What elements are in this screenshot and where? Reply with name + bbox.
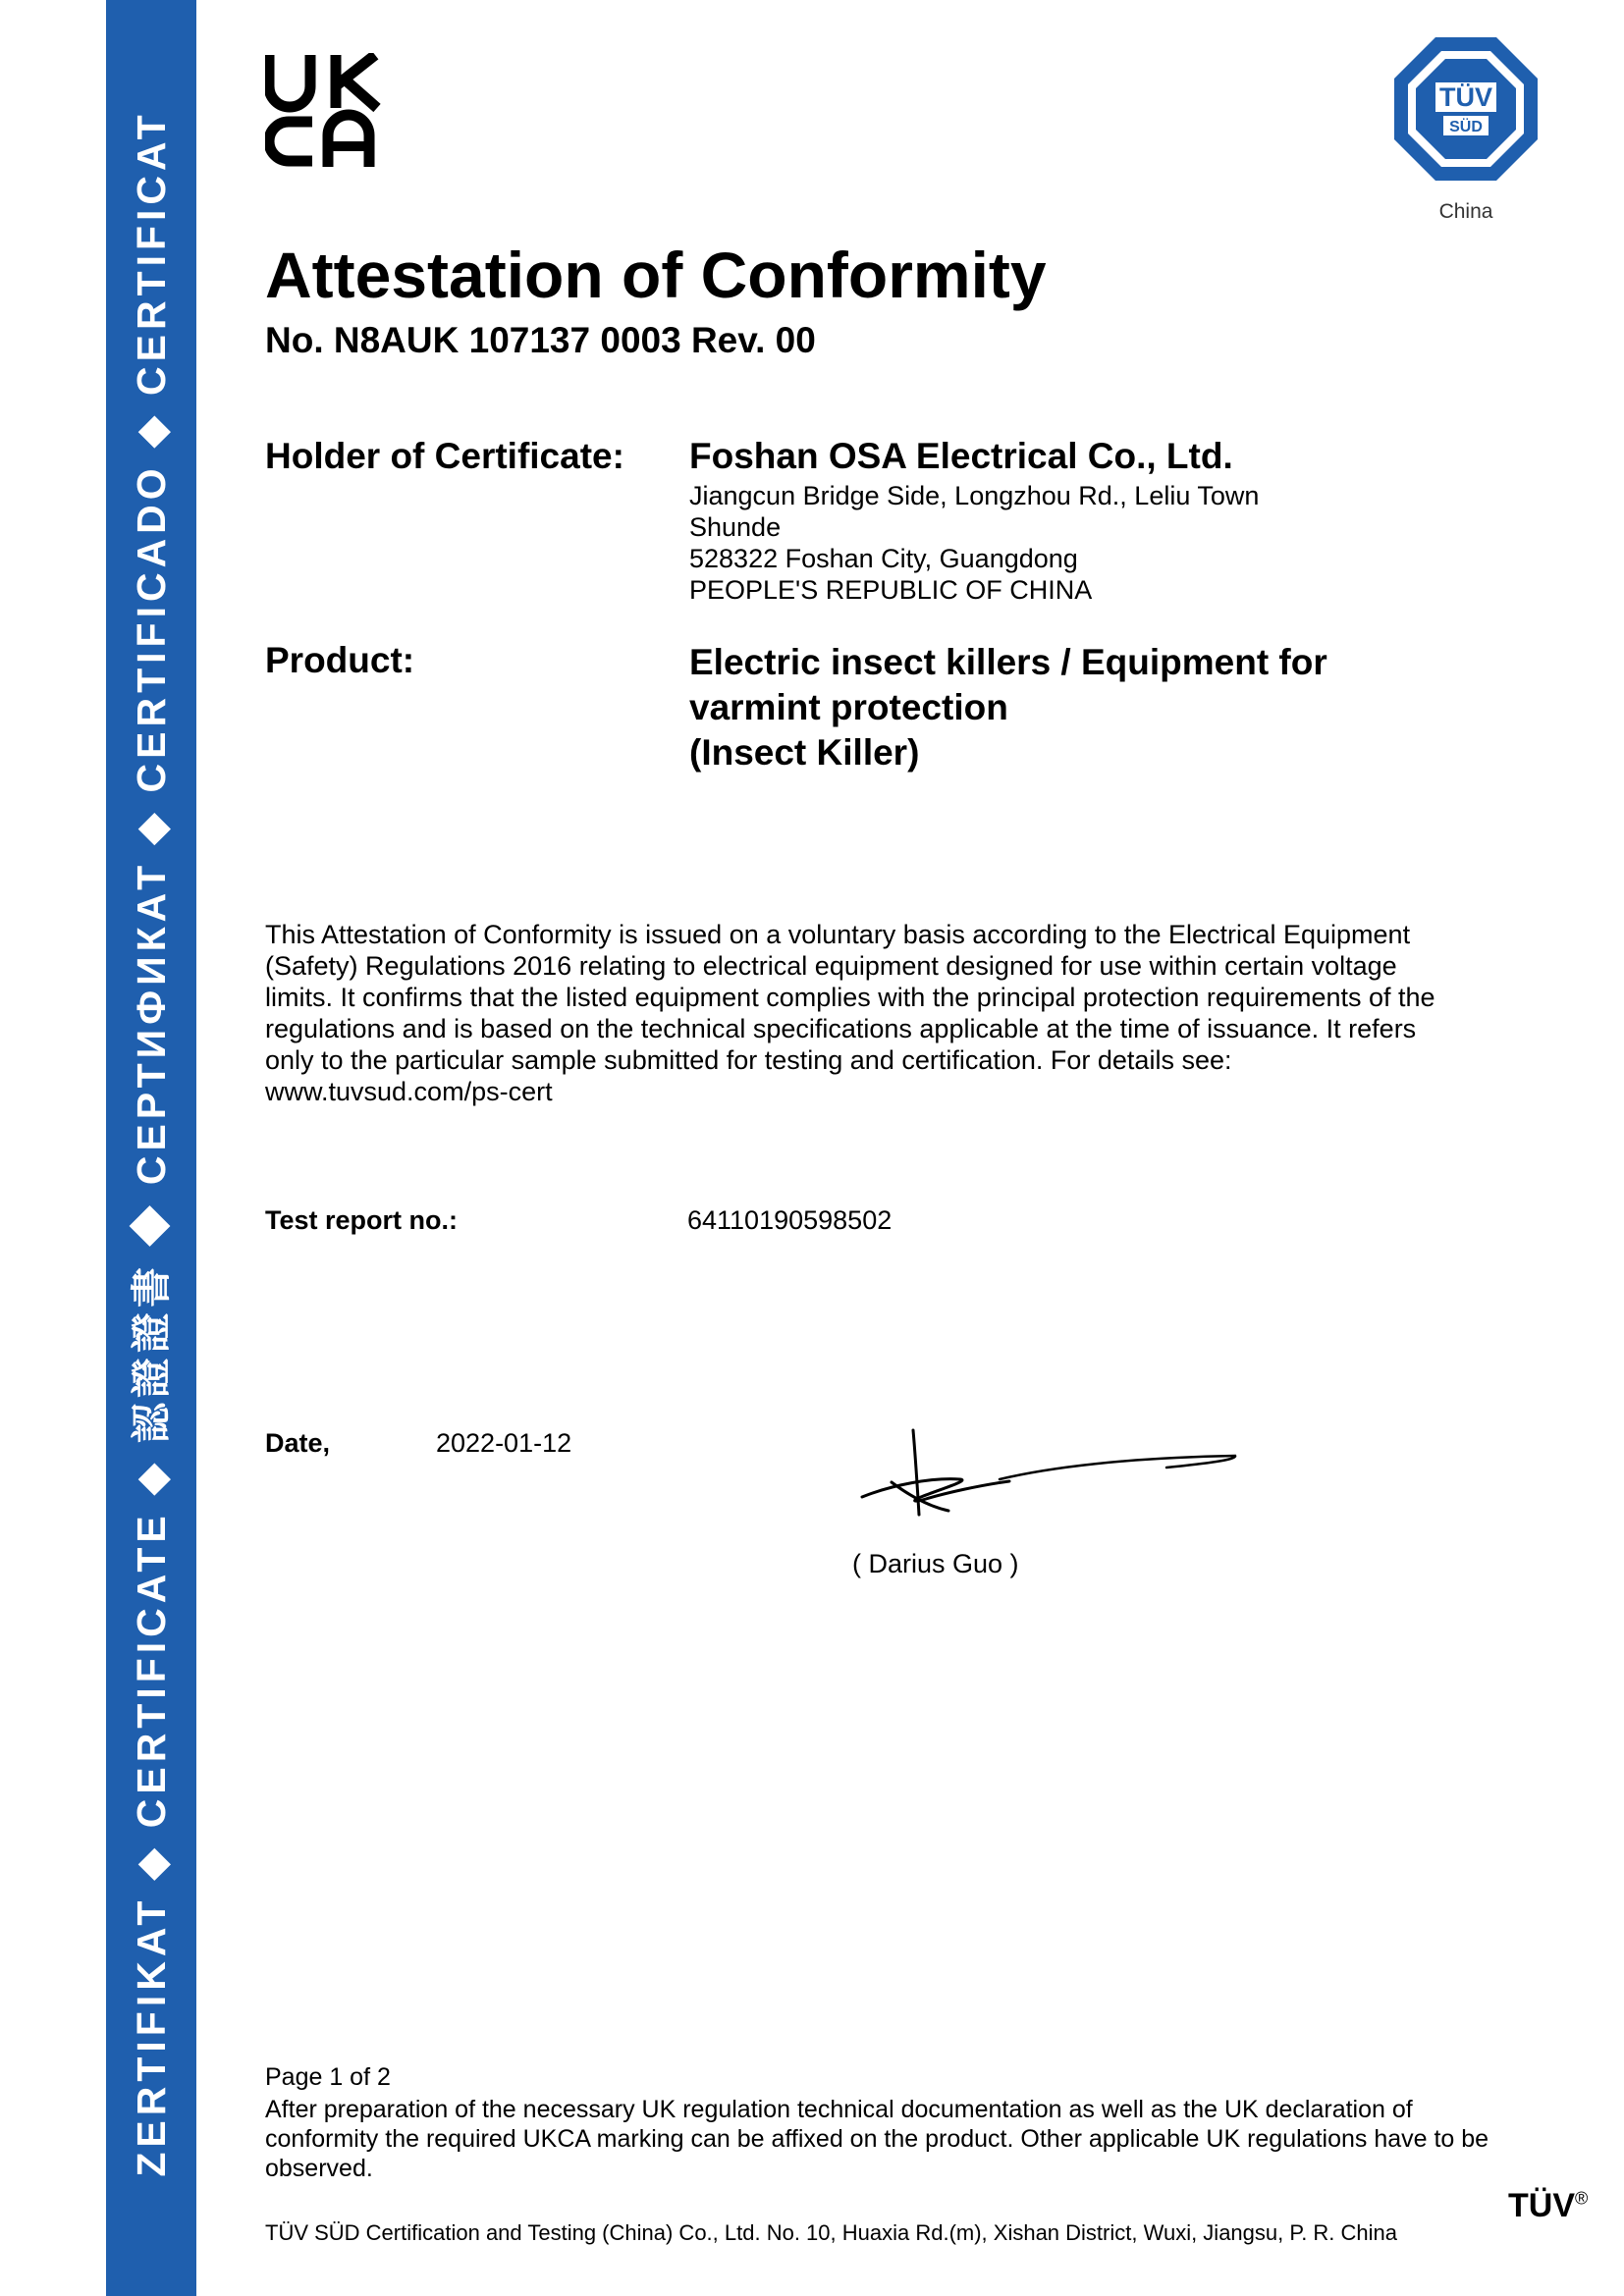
statement-line: only to the particular sample submitted for testing and certification. For details see:	[265, 1045, 1232, 1075]
tuv-logo-text: TÜV	[1439, 82, 1492, 112]
holder-address	[689, 480, 1259, 606]
statement-line: regulations and is based on the technical specifications applicable at the time of issuance. It refers	[265, 1014, 1417, 1043]
test-report-number: 64110190598502	[687, 1205, 893, 1235]
product-line: Electric insect killers / Equipment for	[689, 642, 1327, 682]
attestation-statement	[265, 919, 1512, 1107]
tuv-footer-text: TÜV	[1508, 2187, 1575, 2224]
address-line: Jiangcun Bridge Side, Longzhou Rd., Leliu Town	[689, 481, 1260, 510]
tuv-region-label: China	[1438, 200, 1493, 223]
sidebar-text: ZERTIFIKAT ◆ CERTIFICATE ◆ 認證證書 ◆ СЕРТИФИКАТ ◆ CERTIFICADO ◆ CERTIFICAT	[129, 110, 174, 2177]
signatory-name: ( Darius Guo )	[852, 1549, 1019, 1578]
statement-line: (Safety) Regulations 2016 relating to electrical equipment designed for use within certain voltage	[265, 951, 1397, 981]
tuv-footer-logo	[1508, 2187, 1588, 2225]
statement-line: limits. It confirms that the listed equipment complies with the principal protection requirements of the	[265, 983, 1435, 1012]
page-number: Page 1 of 2	[265, 2063, 391, 2091]
issuer-address: TÜV SÜD Certification and Testing (China) Co., Ltd. No. 10, Huaxia Rd.(m), Xishan District, Wuxi, Jiangsu, P. R. China	[265, 2220, 1398, 2245]
details-link[interactable]: www.tuvsud.com/ps-cert	[265, 1077, 553, 1106]
document-title: Attestation of Conformity	[265, 239, 1047, 311]
footnote-line: conformity the required UKCA marking can be affixed on the product. Other applicable UK regulations have to be	[265, 2125, 1489, 2153]
ukca-mark	[265, 53, 381, 169]
holder-label: Holder of Certificate:	[265, 436, 624, 476]
statement-line: This Attestation of Conformity is issued on a voluntary basis according to the Electrical Equipment	[265, 920, 1411, 949]
signature	[852, 1428, 1245, 1517]
address-line: PEOPLE'S REPUBLIC OF CHINA	[689, 575, 1093, 605]
date-label: Date,	[265, 1428, 331, 1458]
product-description	[689, 640, 1327, 775]
date-value: 2022-01-12	[436, 1428, 572, 1458]
address-line: Shunde	[689, 512, 782, 542]
ukca-footnote	[265, 2095, 1512, 2183]
holder-name: Foshan OSA Electrical Co., Ltd.	[689, 436, 1233, 476]
tuv-logo-subtext: SÜD	[1449, 119, 1483, 135]
product-line: varmint protection	[689, 687, 1008, 727]
footnote-line: observed.	[265, 2155, 373, 2182]
test-report-label: Test report no.:	[265, 1205, 459, 1235]
ukca-mark-graphic	[265, 53, 381, 169]
product-line: (Insect Killer)	[689, 732, 920, 773]
registered-mark: ®	[1575, 2188, 1589, 2209]
footnote-line: After preparation of the necessary UK regulation technical documentation as well as the UK declaration of	[265, 2096, 1413, 2123]
address-line: 528322 Foshan City, Guangdong	[689, 544, 1078, 573]
tuv-sud-logo	[1392, 35, 1540, 183]
product-label: Product:	[265, 640, 415, 680]
certificate-number: No. N8AUK 107137 0003 Rev. 00	[265, 320, 816, 360]
